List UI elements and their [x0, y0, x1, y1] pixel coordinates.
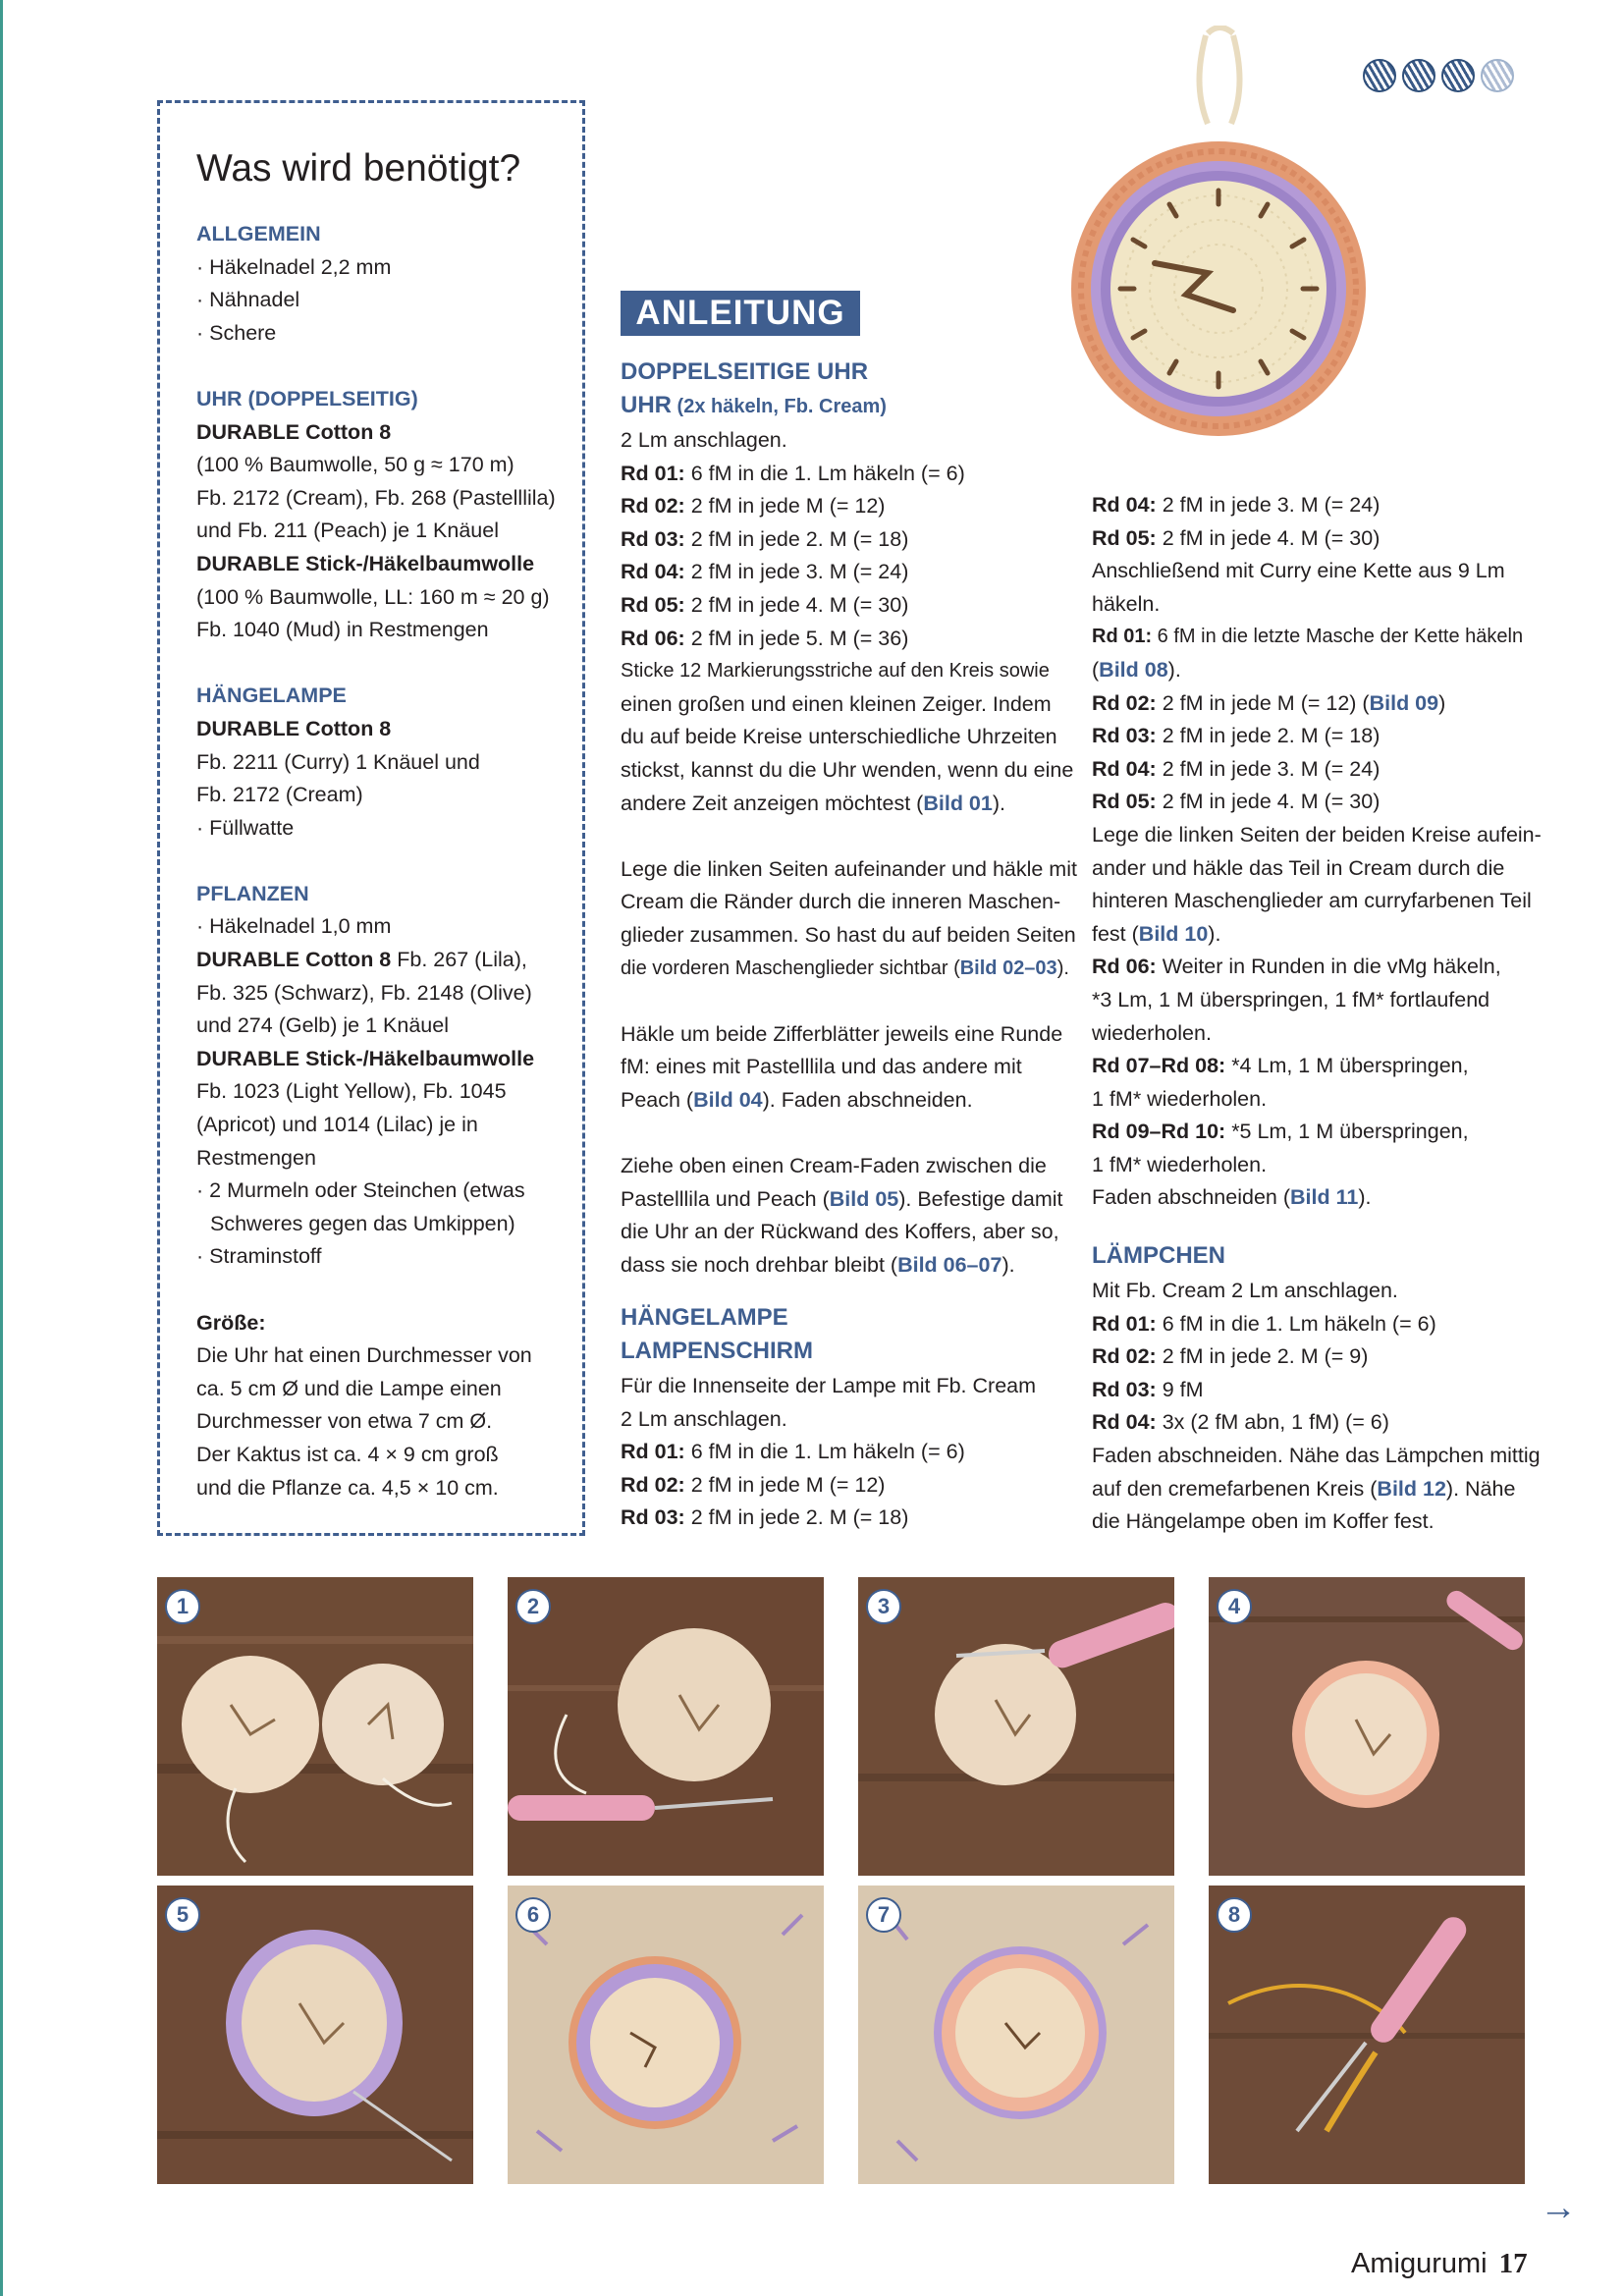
- text-line: Fb. 2172 (Cream): [196, 783, 363, 807]
- text-line: Die Uhr hat einen Durchmesser von: [196, 1343, 532, 1368]
- text-line: fM: eines mit Pastelllila und das andere mit: [621, 1055, 1022, 1079]
- round-label: Rd 07–Rd 08:: [1092, 1054, 1226, 1078]
- text-line: (100 % Baumwolle, 50 g ≈ 170 m): [196, 453, 514, 477]
- round-label: Rd 02:: [1092, 1344, 1157, 1369]
- text-line: ): [1438, 690, 1446, 715]
- round-label: Rd 03:: [1092, 1377, 1157, 1401]
- section-heading: ALLGEMEIN: [196, 222, 321, 246]
- text-line: Faden abschneiden. Nähe das Lämpchen mittig: [1092, 1443, 1541, 1467]
- round-label: Rd 06:: [1092, 955, 1157, 979]
- round-text: *4 Lm, 1 M überspringen,: [1225, 1054, 1469, 1078]
- text-line: Mit Fb. Cream 2 Lm anschlagen.: [1092, 1279, 1398, 1302]
- clock-illustration: [1060, 26, 1377, 443]
- photo-number-badge: 2: [515, 1589, 551, 1624]
- section-heading: LÄMPCHEN: [1092, 1242, 1225, 1269]
- difficulty-rating: [1363, 59, 1528, 100]
- text-line: Der Kaktus ist ca. 4 × 9 cm groß: [196, 1442, 499, 1466]
- list-item: · Häkelnadel 1,0 mm: [196, 910, 556, 944]
- text-line: stickst, kannst du die Uhr wenden, wenn du eine: [621, 757, 1074, 782]
- round-text: 2 fM in jede 2. M (= 18): [684, 526, 909, 551]
- list-item: · 2 Murmeln oder Steinchen (etwas: [196, 1175, 556, 1208]
- text-line: einen großen und einen kleinen Zeiger. Indem: [621, 691, 1052, 716]
- text-line: hinteren Maschenglieder am curryfarbenen Teil: [1092, 889, 1532, 913]
- round-text: 2 fM in jede 2. M (= 9): [1156, 1344, 1369, 1369]
- round-text: 2 fM in jede M (= 12): [684, 494, 886, 519]
- text-line: Ziehe oben einen Cream-Faden zwischen die: [621, 1154, 1047, 1178]
- round-text: 2 fM in jede 4. M (= 30): [1156, 525, 1380, 550]
- text-line: Fb. 1040 (Mud) in Restmengen: [196, 618, 489, 642]
- step-photo: [858, 1886, 1174, 2184]
- round-label: Rd 02:: [621, 494, 685, 519]
- round-label: Rd 01:: [1092, 626, 1153, 648]
- photo-reference: Bild 01: [923, 791, 993, 815]
- yarn-name: DURABLE Stick-/Häkelbaumwolle: [196, 551, 535, 575]
- page-edge-stripe: [0, 0, 3, 2296]
- text-line: ca. 5 cm Ø und die Lampe einen: [196, 1376, 502, 1400]
- step-photo: [1209, 1577, 1525, 1876]
- round-text: 2 fM in jede 3. M (= 24): [1156, 756, 1380, 781]
- photo-number-badge: 1: [165, 1589, 200, 1624]
- text-line: 1 fM* wiederholen.: [1092, 1086, 1268, 1111]
- text-line: Für die Innenseite der Lampe mit Fb. Cream: [621, 1374, 1037, 1397]
- text-line: ).: [1358, 1185, 1372, 1210]
- section-heading: HÄNGELAMPE: [621, 1304, 788, 1331]
- yarn-ball-icon: [1402, 59, 1435, 92]
- text-line: (: [1092, 657, 1100, 682]
- section-heading: DOPPELSEITIGE UHR: [621, 358, 869, 385]
- photo-number-badge: 8: [1217, 1897, 1252, 1933]
- clock-instructions: [621, 424, 1077, 1282]
- text-line: Häkle um beide Zifferblätter jeweils eine Runde: [621, 1021, 1063, 1046]
- photo-number-badge: 7: [866, 1897, 901, 1933]
- section-heading: PFLANZEN: [196, 881, 309, 905]
- round-label: Rd 03:: [621, 1505, 685, 1530]
- round-text: 6 fM in die letzte Masche der Kette häkeln: [1152, 626, 1524, 648]
- step-photo: [858, 1577, 1174, 1876]
- lamp-instructions: [1092, 489, 1542, 1215]
- section-heading: Größe:: [196, 1310, 266, 1335]
- text-line: dass sie noch drehbar bleibt (: [621, 1252, 898, 1277]
- round-text: 9 fM: [1156, 1377, 1204, 1401]
- text-line: *3 Lm, 1 M überspringen, 1 fM* fortlaufend: [1092, 987, 1490, 1011]
- photo-reference: Bild 05: [829, 1186, 899, 1211]
- text-line: Fb. 1023 (Light Yellow), Fb. 1045: [196, 1079, 507, 1104]
- round-label: Rd 01:: [621, 461, 685, 485]
- yarn-ball-icon: [1481, 59, 1514, 92]
- heading-main: UHR: [621, 392, 672, 418]
- photo-number-badge: 6: [515, 1897, 551, 1933]
- text-line: ).: [992, 791, 1005, 815]
- text-line: und die Pflanze ca. 4,5 × 10 cm.: [196, 1475, 499, 1500]
- text-line: ander und häkle das Teil in Cream durch die: [1092, 855, 1505, 880]
- round-text: 2 fM in jede 3. M (= 24): [684, 560, 909, 584]
- round-text: 2 fM in jede 3. M (= 24): [1156, 493, 1380, 517]
- round-text: *5 Lm, 1 M überspringen,: [1225, 1120, 1469, 1144]
- step-photo: [508, 1886, 824, 2184]
- round-label: Rd 05:: [621, 592, 685, 617]
- step-photo: [1209, 1886, 1525, 2184]
- round-label: Rd 01:: [1092, 1311, 1157, 1336]
- text-line: fest (: [1092, 921, 1139, 946]
- text-line: ). Befestige damit: [898, 1186, 1063, 1211]
- text-line: ). Nähe: [1445, 1476, 1516, 1501]
- photo-number-badge: 3: [866, 1589, 901, 1624]
- text-line: wiederholen.: [1092, 1020, 1212, 1045]
- text-line: ). Faden abschneiden.: [762, 1087, 973, 1112]
- magazine-name: Amigurumi: [1351, 2248, 1488, 2279]
- photo-reference: Bild 04: [693, 1087, 763, 1112]
- section-heading: [621, 389, 887, 424]
- photo-reference: Bild 11: [1290, 1185, 1359, 1210]
- text-line: Fb. 325 (Schwarz), Fb. 2148 (Olive): [196, 980, 532, 1005]
- section-heading: UHR (DOPPELSEITIG): [196, 386, 418, 410]
- round-text: 2 fM in jede 2. M (= 18): [1156, 724, 1380, 748]
- text-line: Fb. 267 (Lila),: [391, 948, 527, 972]
- section-heading: LAMPENSCHIRM: [621, 1338, 813, 1364]
- next-arrow-icon[interactable]: →: [1540, 2187, 1577, 2228]
- yarn-name: DURABLE Stick-/Häkelbaumwolle: [196, 1046, 535, 1070]
- instructions-banner: ANLEITUNG: [621, 291, 860, 336]
- text-line: häkeln.: [1092, 591, 1161, 616]
- round-label: Rd 04:: [1092, 756, 1157, 781]
- list-item: · Nähnadel: [196, 284, 556, 317]
- text-line: die Hängelampe oben im Koffer fest.: [1092, 1509, 1435, 1534]
- text-line: Peach (: [621, 1087, 694, 1112]
- round-label: Rd 04:: [1092, 1410, 1157, 1435]
- heading-sub: (2x häkeln, Fb. Cream): [672, 396, 887, 417]
- materials-list: [196, 218, 556, 1504]
- text-line: ).: [1001, 1252, 1015, 1277]
- text-line: Lege die linken Seiten der beiden Kreise aufein-: [1092, 822, 1542, 847]
- text-line: Schweres gegen das Umkippen): [210, 1211, 515, 1235]
- photo-reference: Bild 10: [1138, 921, 1209, 946]
- round-text: Weiter in Runden in die vMg häkeln,: [1156, 955, 1501, 979]
- step-photo: [157, 1886, 473, 2184]
- round-text: 2 fM in jede 4. M (= 30): [1156, 790, 1380, 814]
- text-line: und 274 (Gelb) je 1 Knäuel: [196, 1013, 449, 1038]
- round-label: Rd 02:: [621, 1472, 685, 1497]
- page-footer: [1351, 2248, 1528, 2280]
- round-label: Rd 06:: [621, 626, 685, 650]
- round-label: Rd 01:: [621, 1440, 685, 1464]
- text-line: 1 fM* wiederholen.: [1092, 1152, 1268, 1176]
- text-line: Pastelllila und Peach (: [621, 1186, 830, 1211]
- text-line: ).: [1208, 921, 1221, 946]
- round-text: 6 fM in die 1. Lm häkeln (= 6): [684, 461, 965, 485]
- yarn-ball-icon: [1441, 59, 1475, 92]
- list-item: · Straminstoff: [196, 1240, 556, 1274]
- round-text: 2 fM in jede 4. M (= 30): [684, 592, 909, 617]
- page-number: 17: [1498, 2248, 1528, 2279]
- photo-number-badge: 4: [1217, 1589, 1252, 1624]
- photo-reference: Bild 02–03: [959, 957, 1057, 979]
- text-line: die vorderen Maschenglieder sichtbar (: [621, 957, 960, 979]
- text-line: Restmengen: [196, 1145, 316, 1170]
- text-line: Fb. 2211 (Curry) 1 Knäuel und: [196, 749, 480, 774]
- text-line: Fb. 2172 (Cream), Fb. 268 (Pastelllila): [196, 485, 556, 510]
- text-line: Durchmesser von etwa 7 cm Ø.: [196, 1409, 493, 1434]
- lampshade-instructions: [621, 1370, 1036, 1535]
- round-text: 3x (2 fM abn, 1 fM) (= 6): [1156, 1410, 1389, 1435]
- round-label: Rd 09–Rd 10:: [1092, 1120, 1226, 1144]
- section-heading: HÄNGELAMPE: [196, 683, 347, 708]
- text-line: die Uhr an der Rückwand des Koffers, aber so,: [621, 1220, 1059, 1244]
- text-line: Faden abschneiden (: [1092, 1185, 1291, 1210]
- photo-reference: Bild 06–07: [897, 1252, 1002, 1277]
- text-line: ).: [1056, 957, 1069, 979]
- photo-reference: Bild 09: [1369, 690, 1439, 715]
- text-line: andere Zeit anzeigen möchtest (: [621, 791, 924, 815]
- round-text: 2 fM in jede M (= 12): [684, 1472, 886, 1497]
- text-line: ).: [1167, 657, 1181, 682]
- step-photo: [157, 1577, 473, 1876]
- text-line: Anschließend mit Curry eine Kette aus 9 Lm: [1092, 559, 1505, 583]
- small-lamp-instructions: [1092, 1275, 1541, 1539]
- text-line: 2 Lm anschlagen.: [621, 1406, 787, 1431]
- round-label: Rd 03:: [621, 526, 685, 551]
- text-line: (Apricot) und 1014 (Lilac) je in: [196, 1113, 478, 1137]
- round-label: Rd 02:: [1092, 690, 1157, 715]
- text-line: Cream die Ränder durch die inneren Maschen-: [621, 890, 1061, 914]
- list-item: · Schere: [196, 317, 556, 351]
- photo-reference: Bild 12: [1377, 1476, 1446, 1501]
- round-text: 2 fM in jede M (= 12) (: [1156, 690, 1370, 715]
- text-line: glieder zusammen. So hast du auf beiden Seiten: [621, 922, 1076, 947]
- text-line: auf den cremefarbenen Kreis (: [1092, 1476, 1378, 1501]
- round-label: Rd 04:: [1092, 493, 1157, 517]
- yarn-name: DURABLE Cotton 8: [196, 948, 392, 972]
- list-item: · Häkelnadel 2,2 mm: [196, 251, 556, 285]
- photo-reference: Bild 08: [1099, 657, 1168, 682]
- round-text: 2 fM in jede 5. M (= 36): [684, 626, 909, 650]
- yarn-name: DURABLE Cotton 8: [196, 716, 392, 740]
- round-label: Rd 05:: [1092, 525, 1157, 550]
- round-label: Rd 04:: [621, 560, 685, 584]
- photo-number-badge: 5: [165, 1897, 200, 1933]
- list-item: · Füllwatte: [196, 812, 556, 846]
- round-label: Rd 03:: [1092, 724, 1157, 748]
- text-line: du auf beide Kreise unterschiedliche Uhrzeiten: [621, 725, 1057, 749]
- materials-title: Was wird benötigt?: [196, 147, 521, 190]
- round-text: 6 fM in die 1. Lm häkeln (= 6): [1156, 1311, 1436, 1336]
- yarn-name: DURABLE Cotton 8: [196, 419, 392, 444]
- text-line: Sticke 12 Markierungsstriche auf den Kreis sowie: [621, 660, 1050, 683]
- text-line: 2 Lm anschlagen.: [621, 428, 787, 452]
- text-line: (100 % Baumwolle, LL: 160 m ≈ 20 g): [196, 584, 550, 609]
- text-line: Lege die linken Seiten aufeinander und häkle mit: [621, 856, 1077, 881]
- text-line: und Fb. 211 (Peach) je 1 Knäuel: [196, 519, 499, 543]
- round-label: Rd 05:: [1092, 790, 1157, 814]
- round-text: 2 fM in jede 2. M (= 18): [684, 1505, 909, 1530]
- round-text: 6 fM in die 1. Lm häkeln (= 6): [684, 1440, 965, 1464]
- step-photo: [508, 1577, 824, 1876]
